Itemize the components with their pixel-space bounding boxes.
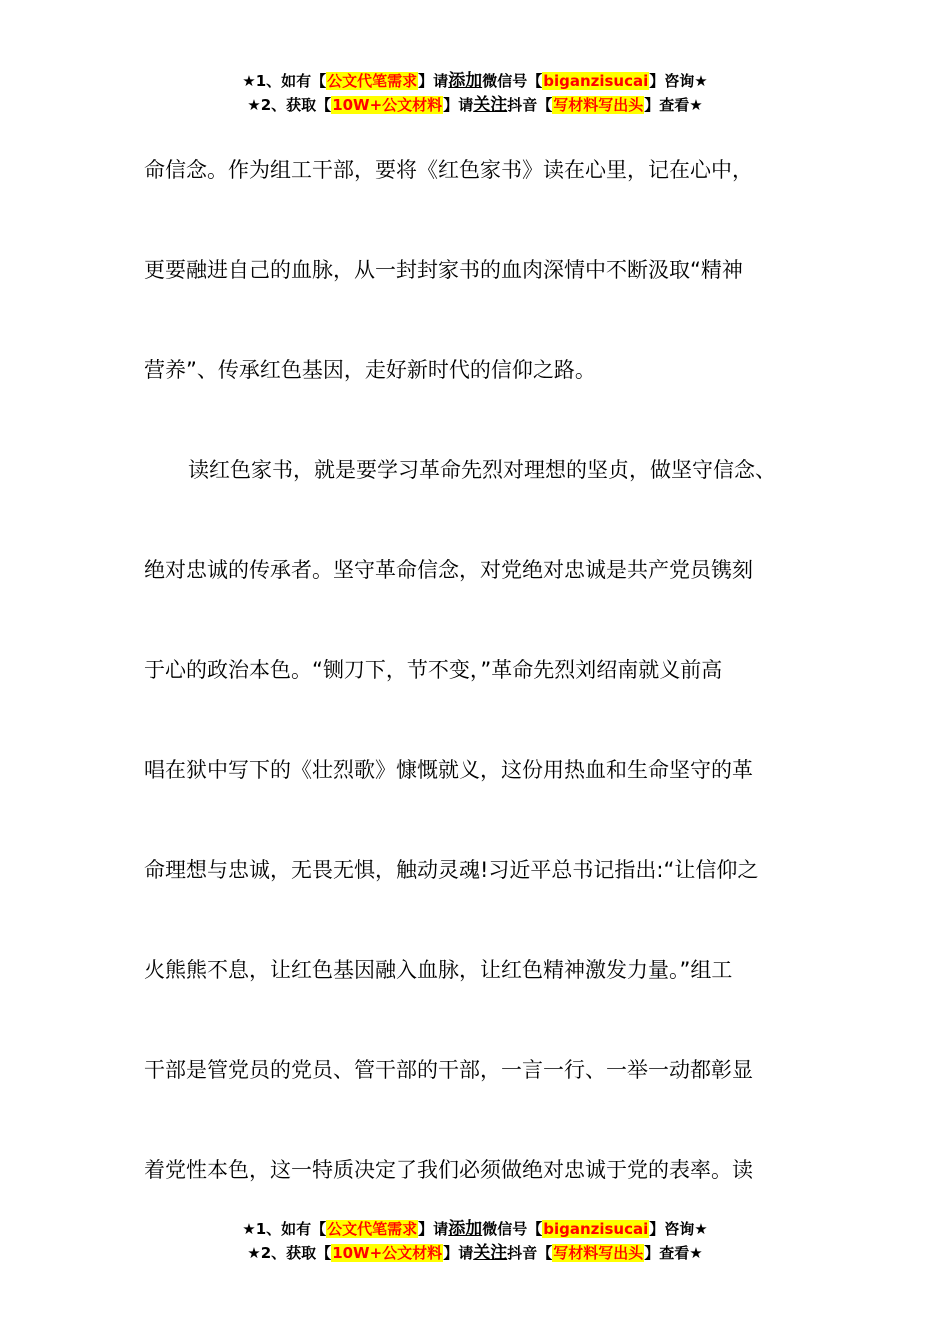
paragraph-1 [144, 120, 809, 420]
document-body [144, 120, 809, 1220]
highlight-wechat-id: biganzisucai [543, 72, 649, 90]
highlight-materials: 10W+公文材料 [332, 96, 443, 114]
highlight-materials: 10W+公文材料 [332, 1244, 443, 1262]
highlight-service: 公文代笔需求 [327, 72, 418, 90]
emphasis-add: 添加 [448, 71, 483, 91]
text-line: 着党性本色，这一特质决定了我们必须做绝对忠诚于党的表率。读 [144, 1158, 753, 1182]
banner-line-1: ★1、如有【公文代笔需求】请添加微信号【biganzisucai】咨询★ [242, 71, 708, 91]
text-line: 命信念。作为组工干部，要将《红色家书》读在心里，记在心中， [144, 158, 753, 182]
highlight-douyin-account: 写材料写出头 [553, 1244, 644, 1262]
paragraph-2 [144, 420, 809, 1220]
text-line: 干部是管党员的党员、管干部的干部，一言一行、一举一动都彰显 [144, 1058, 753, 1082]
text-line: 绝对忠诚的传承者。坚守革命信念，对党绝对忠诚是共产党员镌刻 [144, 558, 753, 582]
highlight-wechat-id: biganzisucai [543, 1220, 649, 1238]
text-line: 于心的政治本色。“铡刀下，节不变，”革命先烈刘绍南就义前高 [144, 658, 723, 682]
text-line: 唱在狱中写下的《壮烈歌》慷慨就义，这份用热血和生命坚守的革 [144, 758, 753, 782]
text-line: 更要融进自己的血脉，从一封封家书的血肉深情中不断汲取“精神 [144, 258, 743, 282]
banner-line-2: ★2、获取【10W+公文材料】请关注抖音【写材料写出头】查看★ [247, 1243, 703, 1263]
footer-banner [0, 1217, 950, 1265]
text-line: 营养”、传承红色基因，走好新时代的信仰之路。 [144, 358, 596, 382]
header-banner [0, 69, 950, 117]
banner-line-1: ★1、如有【公文代笔需求】请添加微信号【biganzisucai】咨询★ [242, 1219, 708, 1239]
emphasis-add: 添加 [448, 1219, 483, 1239]
highlight-douyin-account: 写材料写出头 [553, 96, 644, 114]
highlight-service: 公文代笔需求 [327, 1220, 418, 1238]
emphasis-follow: 关注 [473, 1243, 508, 1263]
text-line: 读红色家书，就是要学习革命先烈对理想的坚贞，做坚守信念、 [188, 458, 776, 482]
text-line: 命理想与忠诚，无畏无惧，触动灵魂!习近平总书记指出:“让信仰之 [144, 858, 759, 882]
banner-line-2: ★2、获取【10W+公文材料】请关注抖音【写材料写出头】查看★ [247, 95, 703, 115]
emphasis-follow: 关注 [473, 95, 508, 115]
text-line: 火熊熊不息，让红色基因融入血脉，让红色精神激发力量。”组工 [144, 958, 733, 982]
